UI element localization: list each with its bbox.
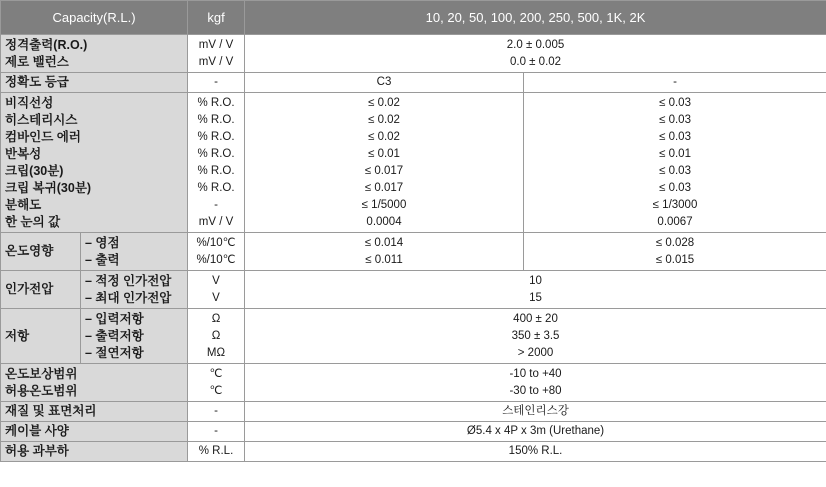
creep-return-unit: % R.O. bbox=[197, 181, 235, 194]
material-label: 재질 및 표면처리 bbox=[1, 402, 188, 422]
input-resistance-unit: Ω bbox=[211, 312, 221, 325]
hysteresis-value-a: ≤ 0.02 bbox=[368, 113, 400, 126]
creep-value-b: ≤ 0.03 bbox=[659, 164, 691, 177]
accuracy-label: 정확도 등급 bbox=[1, 73, 188, 93]
zero-balance-label: 제로 밸런스 bbox=[5, 54, 69, 69]
insulation-resistance-label: – 절연저항 bbox=[85, 345, 144, 360]
rated-output-value: 2.0 ± 0.005 bbox=[506, 38, 565, 51]
temperature-effect-sublabels bbox=[81, 233, 188, 271]
capacity-header: Capacity(R.L.) bbox=[1, 1, 188, 35]
combined-error-value-b: ≤ 0.03 bbox=[659, 130, 691, 143]
overload-row bbox=[1, 442, 826, 462]
performance-units bbox=[188, 93, 245, 233]
resolution-label: 분해도 bbox=[5, 197, 42, 212]
output-resistance-unit: Ω bbox=[211, 329, 221, 342]
hysteresis-value-b: ≤ 0.03 bbox=[659, 113, 691, 126]
output-values bbox=[245, 35, 826, 73]
output-labels bbox=[1, 35, 188, 73]
creep-return-value-a: ≤ 0.017 bbox=[364, 181, 404, 194]
cable-unit: - bbox=[188, 422, 245, 442]
repeatability-value-a: ≤ 0.01 bbox=[368, 147, 400, 160]
compensated-range-unit: ℃ bbox=[209, 367, 223, 380]
hysteresis-label: 히스테리시스 bbox=[5, 112, 78, 127]
resolution-value-b: ≤ 1/3000 bbox=[652, 198, 698, 211]
rated-output-unit: mV / V bbox=[198, 38, 234, 51]
creep-value-a: ≤ 0.017 bbox=[364, 164, 404, 177]
capacities-header: 10, 20, 50, 100, 200, 250, 500, 1K, 2K bbox=[245, 1, 826, 35]
zero-balance-unit: mV / V bbox=[198, 55, 234, 68]
compensated-range-label: 온도보상범위 bbox=[5, 366, 78, 381]
span-effect-value-b: ≤ 0.015 bbox=[655, 253, 695, 266]
span-effect-value-a: ≤ 0.011 bbox=[365, 253, 403, 266]
nonlinearity-value-b: ≤ 0.03 bbox=[659, 96, 691, 109]
excitation-label: 인가전압 bbox=[1, 271, 81, 309]
repeatability-label: 반복성 bbox=[5, 146, 42, 161]
temperature-range-labels bbox=[1, 364, 188, 402]
insulation-resistance-unit: MΩ bbox=[206, 346, 226, 359]
recommended-excitation-value: 10 bbox=[529, 274, 542, 287]
temperature-effect-units bbox=[188, 233, 245, 271]
operating-range-label: 허용온도범위 bbox=[5, 383, 78, 398]
overload-label: 허용 과부하 bbox=[1, 442, 188, 462]
insulation-resistance-value: > 2000 bbox=[517, 346, 554, 359]
creep-return-value-b: ≤ 0.03 bbox=[659, 181, 691, 194]
division-value-value-a: 0.0004 bbox=[366, 215, 402, 228]
header-row bbox=[1, 1, 826, 35]
resolution-unit: - bbox=[214, 198, 218, 211]
creep-return-label: 크립 복귀(30분) bbox=[5, 180, 92, 195]
performance-values-a bbox=[245, 93, 524, 233]
combined-error-label: 컴바인드 에러 bbox=[5, 129, 81, 144]
nonlinearity-value-a: ≤ 0.02 bbox=[368, 96, 400, 109]
recommended-excitation-unit: V bbox=[212, 274, 220, 287]
zero-effect-label: – 영점 bbox=[85, 235, 120, 250]
rated-output-label: 정격출력(R.O.) bbox=[5, 37, 88, 52]
repeatability-unit: % R.O. bbox=[197, 147, 235, 160]
temperature-range-units bbox=[188, 364, 245, 402]
division-value-unit: mV / V bbox=[198, 215, 234, 228]
performance-row bbox=[1, 93, 826, 233]
accuracy-row bbox=[1, 73, 826, 93]
overload-unit: % R.L. bbox=[188, 442, 245, 462]
division-value-label: 한 눈의 값 bbox=[5, 214, 61, 229]
temperature-range-row bbox=[1, 364, 826, 402]
unit-header: kgf bbox=[188, 1, 245, 35]
temperature-effect-label: 온도영향 bbox=[1, 233, 81, 271]
resistance-label: 저항 bbox=[1, 309, 81, 364]
input-resistance-label: – 입력저항 bbox=[85, 311, 144, 326]
recommended-excitation-label: – 적정 인가전압 bbox=[85, 273, 172, 288]
output-row bbox=[1, 35, 826, 73]
output-resistance-label: – 출력저항 bbox=[85, 328, 144, 343]
output-units bbox=[188, 35, 245, 73]
resistance-values bbox=[245, 309, 826, 364]
repeatability-value-b: ≤ 0.01 bbox=[659, 147, 691, 160]
overload-value: 150% R.L. bbox=[245, 442, 826, 462]
excitation-values bbox=[245, 271, 826, 309]
accuracy-value-a: C3 bbox=[245, 73, 524, 93]
cable-value: Ø5.4 x 4P x 3m (Urethane) bbox=[245, 422, 826, 442]
resistance-sublabels bbox=[81, 309, 188, 364]
maximum-excitation-unit: V bbox=[212, 291, 220, 304]
excitation-units bbox=[188, 271, 245, 309]
resolution-value-a: ≤ 1/5000 bbox=[361, 198, 407, 211]
performance-values-b bbox=[524, 93, 826, 233]
resistance-units bbox=[188, 309, 245, 364]
accuracy-value-b: - bbox=[524, 73, 826, 93]
combined-error-value-a: ≤ 0.02 bbox=[368, 130, 400, 143]
output-resistance-value: 350 ± 3.5 bbox=[511, 329, 560, 342]
zero-effect-value-b: ≤ 0.028 bbox=[655, 236, 695, 249]
span-effect-unit: %/10℃ bbox=[196, 253, 236, 266]
cable-row bbox=[1, 422, 826, 442]
maximum-excitation-label: – 최대 인가전압 bbox=[85, 290, 172, 305]
material-value: 스테인리스강 bbox=[245, 402, 826, 422]
performance-labels bbox=[1, 93, 188, 233]
operating-range-value: -30 to +80 bbox=[509, 384, 562, 397]
combined-error-unit: % R.O. bbox=[197, 130, 235, 143]
hysteresis-unit: % R.O. bbox=[197, 113, 235, 126]
maximum-excitation-value: 15 bbox=[529, 291, 542, 304]
creep-unit: % R.O. bbox=[197, 164, 235, 177]
input-resistance-value: 400 ± 20 bbox=[513, 312, 558, 325]
span-effect-label: – 출력 bbox=[85, 252, 120, 267]
compensated-range-value: -10 to +40 bbox=[509, 367, 562, 380]
temperature-effect-row bbox=[1, 233, 826, 271]
zero-balance-value: 0.0 ± 0.02 bbox=[509, 55, 562, 68]
excitation-row bbox=[1, 271, 826, 309]
zero-effect-unit: %/10℃ bbox=[196, 236, 236, 249]
material-unit: - bbox=[188, 402, 245, 422]
creep-label: 크립(30분) bbox=[5, 163, 64, 178]
nonlinearity-unit: % R.O. bbox=[197, 96, 235, 109]
temperature-effect-values-b bbox=[524, 233, 826, 271]
temperature-effect-values-a bbox=[245, 233, 524, 271]
nonlinearity-label: 비직선성 bbox=[5, 95, 54, 110]
accuracy-unit: - bbox=[188, 73, 245, 93]
excitation-sublabels bbox=[81, 271, 188, 309]
operating-range-unit: ℃ bbox=[209, 384, 223, 397]
division-value-value-b: 0.0067 bbox=[657, 215, 693, 228]
zero-effect-value-a: ≤ 0.014 bbox=[364, 236, 404, 249]
material-row bbox=[1, 402, 826, 422]
resistance-row bbox=[1, 309, 826, 364]
cable-label: 케이블 사양 bbox=[1, 422, 188, 442]
temperature-range-values bbox=[245, 364, 826, 402]
